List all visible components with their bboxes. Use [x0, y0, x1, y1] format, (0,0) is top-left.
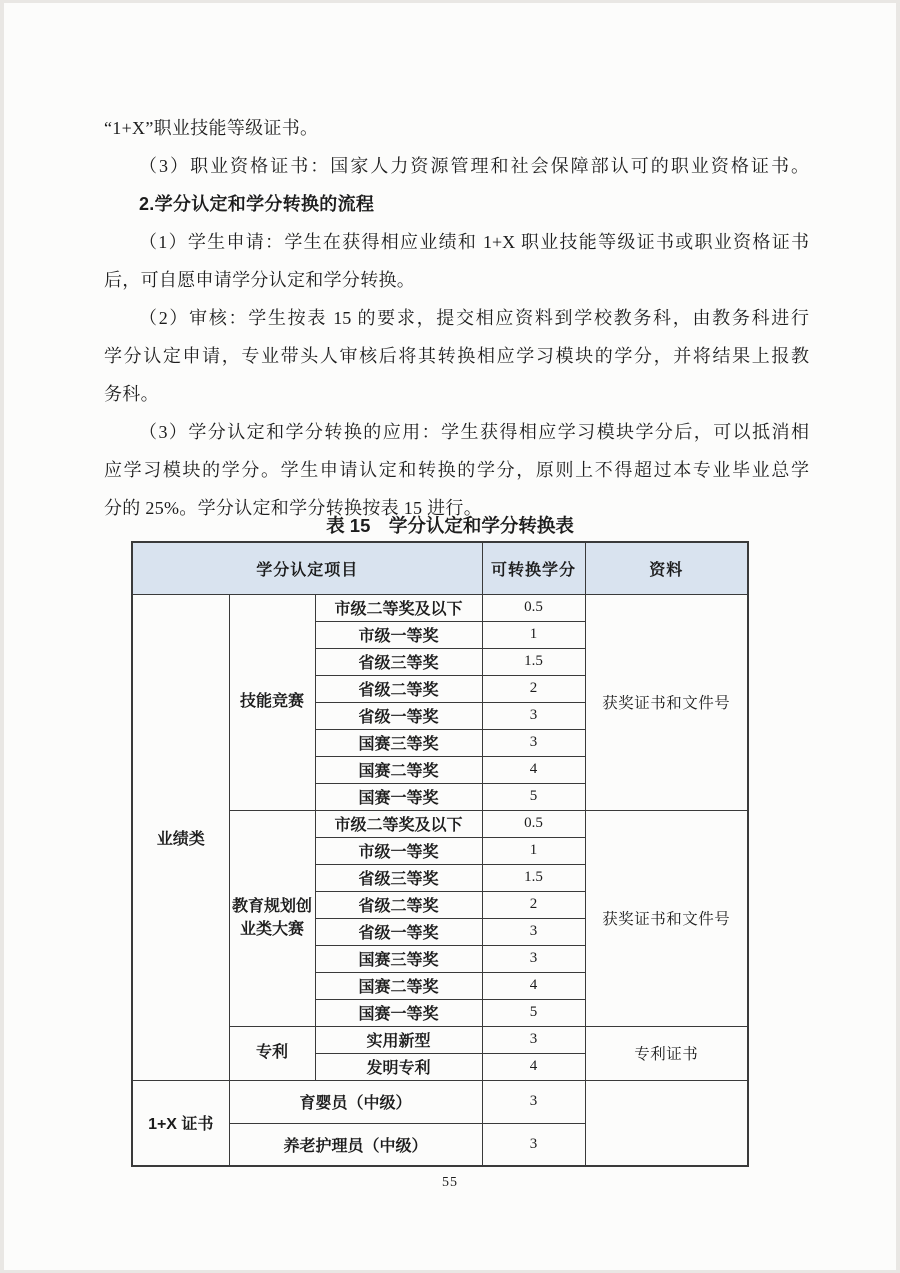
item-cell: 省级一等奖: [315, 918, 482, 945]
table-caption: 表 15 学分认定和学分转换表: [326, 515, 574, 536]
item-cell: 省级一等奖: [315, 702, 482, 729]
credit-cell: 3: [482, 702, 585, 729]
category-cell: 业绩类: [132, 594, 229, 1080]
materials-cell: 专利证书: [585, 1026, 748, 1080]
table-row: [132, 1080, 748, 1123]
page-number: 55: [442, 1175, 458, 1190]
table-row: [132, 594, 748, 621]
section-cell: 技能竞赛: [229, 594, 315, 810]
paragraph-line: （1）学生申请：学生在获得相应业绩和 1+X 职业技能等级证书或职业资格证书: [139, 232, 809, 252]
item-cell: 市级一等奖: [315, 621, 482, 648]
credit-cell: 4: [482, 756, 585, 783]
item-cell: 国赛一等奖: [315, 999, 482, 1026]
paragraph-line: （3）学分认定和学分转换的应用：学生获得相应学习模块学分后，可以抵消相: [139, 422, 809, 442]
paragraph-line: “1+X”职业技能等级证书。: [104, 118, 319, 138]
credit-cell: 0.5: [482, 594, 585, 621]
paragraph-line: （3）职业资格证书：国家人力资源管理和社会保障部认可的职业资格证书。: [139, 156, 809, 176]
paragraph-line: 务科。: [104, 384, 159, 404]
credit-cell: 1: [482, 837, 585, 864]
item-cell: 国赛一等奖: [315, 783, 482, 810]
credit-cell: 3: [482, 1080, 585, 1123]
credit-cell: 3: [482, 1026, 585, 1053]
header-cell-project: 学分认定项目: [132, 542, 482, 594]
item-cell: 国赛三等奖: [315, 945, 482, 972]
materials-cell: 获奖证书和文件号: [585, 810, 748, 1026]
item-cell: 养老护理员（中级）: [229, 1123, 482, 1166]
item-cell: 市级二等奖及以下: [315, 810, 482, 837]
item-cell: 市级一等奖: [315, 837, 482, 864]
category-cell: 1+X 证书: [132, 1080, 229, 1166]
paragraph-line: 学分认定申请，专业带头人审核后将其转换相应学习模块的学分，并将结果上报教: [104, 346, 809, 366]
item-cell: 国赛三等奖: [315, 729, 482, 756]
materials-cell: [585, 1080, 748, 1166]
credit-cell: 3: [482, 918, 585, 945]
credit-cell: 0.5: [482, 810, 585, 837]
materials-cell: 获奖证书和文件号: [585, 594, 748, 810]
table-header-row: [132, 542, 748, 594]
credit-cell: 3: [482, 729, 585, 756]
header-cell-credits: 可转换学分: [482, 542, 585, 594]
section-cell: 专利: [229, 1026, 315, 1080]
item-cell: 发明专利: [315, 1053, 482, 1080]
credit-cell: 1.5: [482, 648, 585, 675]
paragraph-line: （2）审核：学生按表 15 的要求，提交相应资料到学校教务科，由教务科进行: [139, 308, 809, 328]
credit-cell: 4: [482, 1053, 585, 1080]
item-cell: 省级三等奖: [315, 864, 482, 891]
item-cell: 国赛二等奖: [315, 972, 482, 999]
credit-cell: 1: [482, 621, 585, 648]
item-cell: 国赛二等奖: [315, 756, 482, 783]
credit-cell: 5: [482, 999, 585, 1026]
credit-conversion-table: [131, 541, 749, 1167]
paragraph-line: 应学习模块的学分。学生申请认定和转换的学分，原则上不得超过本专业毕业总学: [104, 460, 809, 480]
item-cell: 市级二等奖及以下: [315, 594, 482, 621]
item-cell: 实用新型: [315, 1026, 482, 1053]
credit-cell: 1.5: [482, 864, 585, 891]
document-page: [4, 3, 896, 1270]
credit-cell: 2: [482, 891, 585, 918]
credit-cell: 2: [482, 675, 585, 702]
credit-cell: 3: [482, 1123, 585, 1166]
credit-cell: 3: [482, 945, 585, 972]
header-cell-materials: 资料: [585, 542, 748, 594]
item-cell: 省级三等奖: [315, 648, 482, 675]
section-heading: 2.学分认定和学分转换的流程: [139, 194, 375, 214]
item-cell: 省级二等奖: [315, 675, 482, 702]
body-text: [104, 109, 809, 527]
paragraph-line: 后，可自愿申请学分认定和学分转换。: [104, 270, 416, 290]
credit-cell: 5: [482, 783, 585, 810]
item-cell: 省级二等奖: [315, 891, 482, 918]
section-cell: 教育规划创业类大赛: [229, 810, 315, 1026]
credit-cell: 4: [482, 972, 585, 999]
paragraph-line: 分的 25%。学分认定和学分转换按表 15 进行。: [104, 498, 482, 518]
item-cell: 育婴员（中级）: [229, 1080, 482, 1123]
